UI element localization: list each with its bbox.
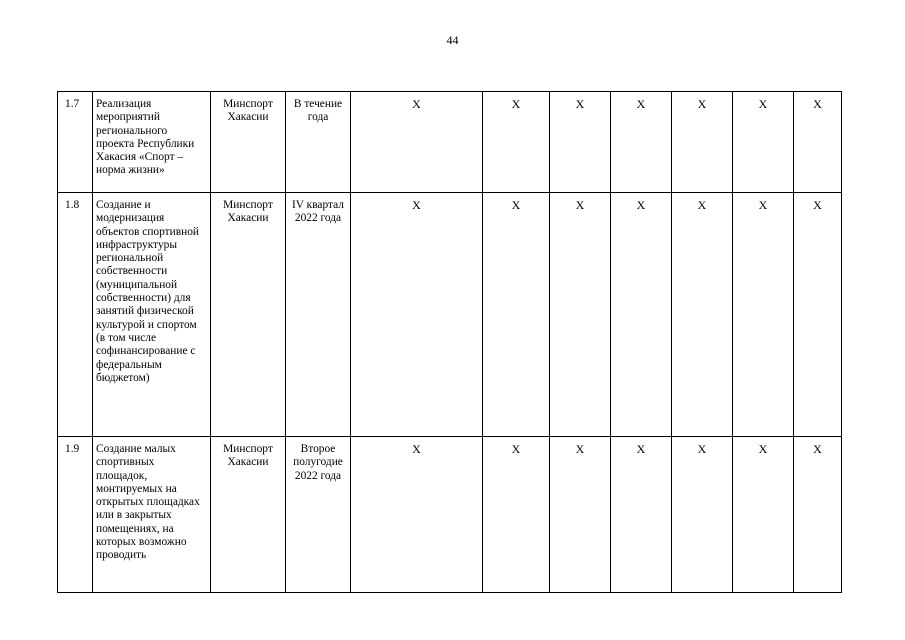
plan-table xyxy=(57,91,842,593)
deadline: Второе полугодие 2022 года xyxy=(286,437,351,593)
mark-cell: X xyxy=(672,92,733,193)
deadline: В течение года xyxy=(286,92,351,193)
mark-cell: X xyxy=(733,92,794,193)
row-number: 1.8 xyxy=(58,193,93,437)
mark-cell: X xyxy=(483,193,550,437)
activity-name: Создание малых спортивных площадок, монтируемых на открытых площадках или в закрытых помещениях, на которых возможно проводить xyxy=(93,437,211,593)
mark-cell: X xyxy=(733,193,794,437)
page-number: 44 xyxy=(446,33,459,47)
mark-cell: X xyxy=(794,437,842,593)
row-number: 1.7 xyxy=(58,92,93,193)
table-row xyxy=(58,437,842,593)
mark-cell: X xyxy=(611,92,672,193)
mark-cell: X xyxy=(611,193,672,437)
mark-cell: X xyxy=(550,437,611,593)
mark-cell: X xyxy=(351,437,483,593)
mark-cell: X xyxy=(483,92,550,193)
table-row xyxy=(58,92,842,193)
mark-cell: X xyxy=(794,193,842,437)
executor: Минспорт Хакасии xyxy=(211,437,286,593)
table-row xyxy=(58,193,842,437)
row-number: 1.9 xyxy=(58,437,93,593)
mark-cell: X xyxy=(794,92,842,193)
mark-cell: X xyxy=(550,92,611,193)
mark-cell: X xyxy=(672,437,733,593)
mark-cell: X xyxy=(611,437,672,593)
executor: Минспорт Хакасии xyxy=(211,92,286,193)
deadline: IV квартал 2022 года xyxy=(286,193,351,437)
mark-cell: X xyxy=(483,437,550,593)
executor: Минспорт Хакасии xyxy=(211,193,286,437)
activity-name: Реализация мероприятий регионального проекта Республики Хакасия «Спорт – норма жизни» xyxy=(93,92,211,193)
activity-name: Создание и модернизация объектов спортивной инфраструктуры региональной собственности (муниципальной собственности) для занятий физической культурой и спортом (в том числе софинансирование с федеральным бюджетом) xyxy=(93,193,211,437)
mark-cell: X xyxy=(733,437,794,593)
mark-cell: X xyxy=(672,193,733,437)
mark-cell: X xyxy=(550,193,611,437)
mark-cell: X xyxy=(351,92,483,193)
mark-cell: X xyxy=(351,193,483,437)
